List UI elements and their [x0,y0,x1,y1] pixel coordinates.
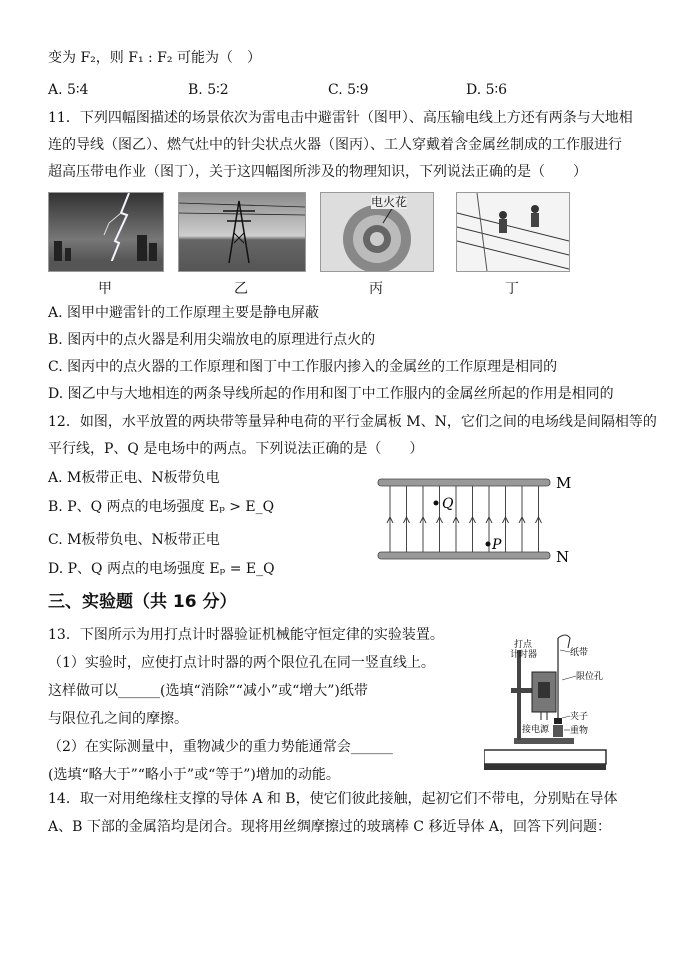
label-clip: 夹子 [570,712,589,722]
stand-base [514,738,574,744]
caption-bing: 丙 [369,281,383,297]
q12-text-line2: 平行线，P、Q 是电场中的两点。下列说法正确的是（ ） [48,441,424,457]
option-d: D. 5∶6 [466,82,508,98]
caption-yi: 乙 [234,281,248,297]
photo-stove-igniter [320,192,434,272]
option-c: C. 5∶9 [328,82,369,98]
q11-option-d: D. 图乙中与大地相连的两条导线所起的作用和图丁中工作服内的金属丝所起的作用是相同的 [48,386,614,402]
timer-coil [538,682,550,698]
q11-option-c: C. 图丙中的点火器的工作原理和图丁中工作服内掺入的金属丝的工作原理是相同的 [48,359,558,375]
q13-text-line3: 这样做可以______(选填“消除”“减小”或“增大”)纸带 [48,683,368,699]
pylon-icon [179,193,305,271]
q11-option-b: B. 图丙中的点火器是利用尖端放电的原理进行点火的 [48,332,376,348]
caption-jia: 甲 [98,281,112,297]
q13-text-line2: （1）实验时，应使打点计时器的两个限位孔在同一竖直线上。 [48,655,435,671]
q11-text-line3: 超高压带电作业（图丁），关于这四幅图所涉及的物理知识，下列说法正确的是（ ） [48,164,587,180]
plate-n [378,552,550,559]
lightning-icon [49,193,163,271]
photo-live-line-workers [456,192,570,272]
label-tape: 纸带 [570,648,589,658]
q11-option-a: A. 图甲中避雷针的工作原理主要是静电屏蔽 [48,305,320,321]
field-lines [387,486,542,552]
workers-icon [457,193,569,271]
caption-ding: 丁 [505,281,519,297]
spark-label: 电火花 [371,195,408,209]
option-b: B. 5∶2 [188,82,229,98]
photo-lightning [48,192,164,272]
q14-text-line2: A、B 下部的金属箔均是闭合。现将用丝绸摩擦过的玻璃棒 C 移近导体 A，回答下列问题： [48,819,612,835]
clip [554,718,562,724]
option-a: A. 5∶4 [48,82,89,98]
q12-option-a: A. M板带正电、N板带负电 [48,470,220,486]
weight [553,725,563,737]
plate-m-label: M [556,474,572,492]
point-p-dot [486,542,491,547]
point-p-label: P [492,537,502,553]
label-limit-hole: 限位孔 [576,672,604,682]
timer-apparatus-diagram [484,630,644,782]
label-timer-1: 打点 [514,640,533,650]
question-10-tail: 变为 F₂，则 F₁ : F₂ 可能为（ ） [48,50,261,66]
plate-n-label: N [556,548,570,566]
section-heading: 三、实验题（共 16 分） [48,592,237,612]
point-q-label: Q [442,496,454,512]
q12-option-c: C. M板带负电、N板带正电 [48,532,220,548]
hand-holding-tape [558,635,570,648]
q13-text-line1: 13．下图所示为用打点计时器验证机械能守恒定律的实验装置。 [48,627,444,643]
label-weight: 重物 [570,726,589,736]
q11-text-line2: 连的导线（图乙）、燃气灶中的针尖状点火器（图丙）、工人穿戴着含金属丝制成的工作服进行 [48,137,622,153]
q12-text-line1: 12．如图，水平放置的两块带等量异种电荷的平行金属板 M、N，它们之间的电场线是间隔相等的 [48,414,657,430]
parallel-plates-diagram [370,470,580,575]
table-top [484,750,606,764]
plate-m [378,479,550,486]
q12-option-d: D. P、Q 两点的电场强度 Eₚ = E_Q [48,561,275,577]
label-timer-2: 计时器 [510,650,538,660]
photo-power-lines [178,192,306,272]
table-edge [484,764,606,770]
point-q-dot [434,501,439,506]
q12-option-b: B. P、Q 两点的电场强度 Eₚ > E_Q [48,499,275,515]
q11-text-line1: 11．下列四幅图描述的场景依次为雷电击中避雷针（图甲）、高压输电线上方还有两条与大地相 [48,110,633,126]
label-power: 接电源 [522,725,550,735]
stand-rod [517,650,521,740]
q13-text-line6: (选填“略大于”“略小于”或“等于”)增加的动能。 [48,767,340,783]
q13-text-line4: 与限位孔之间的摩擦。 [48,711,188,727]
q14-text-line1: 14．取一对用绝缘柱支撑的导体 A 和 B，使它们彼此接触，起初它们不带电，分别贴在导体 [48,791,618,807]
q13-text-line5: （2）在实际测量中，重物减少的重力势能通常会______ [48,739,393,755]
